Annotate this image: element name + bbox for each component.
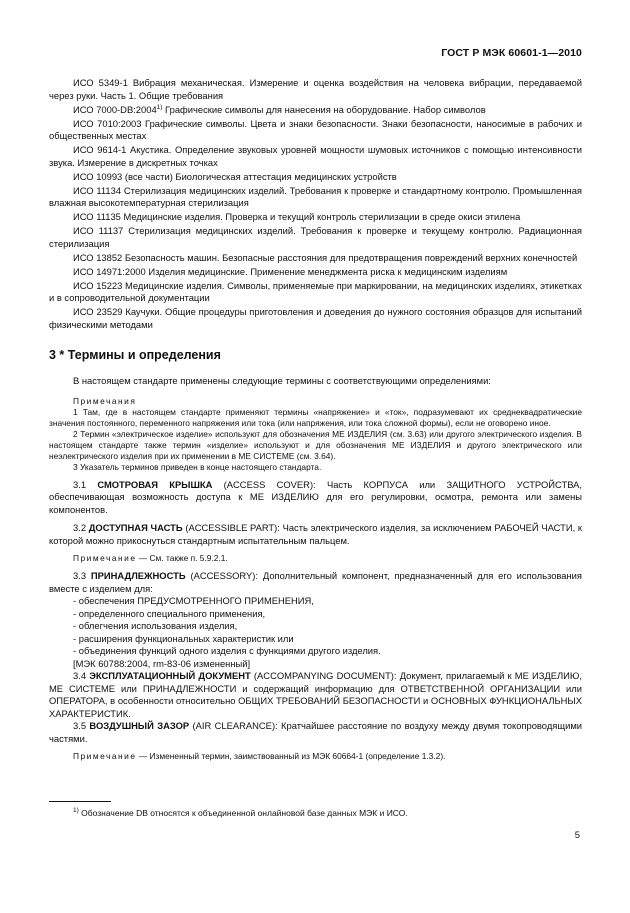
note-item: 1 Там, где в настоящем стандарте применяют термины «напряжение» и «ток», подразумевают их среднеквадратические значения постоянного, переменного напряжения или тока (или напряжения, или тока сложной формы), если не оговорено иное. — [49, 406, 582, 428]
note-item: 3 Указатель терминов приведен в конце настоящего стандарта. — [73, 461, 322, 472]
reference-item: ИСО 9614-1 Акустика. Определение звуковых уровней мощности шумовых источников с помощью интенсивности звука. Измерение в дискретных точках — [49, 144, 582, 168]
list-item: - расширения функциональных характеристик или — [73, 632, 294, 644]
term-3-3: 3.3 ПРИНАДЛЕЖНОСТЬ (ACCESSORY): Дополнительный компонент, предназначенный для его использования вместе с изделием для: — [49, 570, 582, 594]
reference-item: ИСО 10993 (все части) Биологическая аттестация медицинских устройств — [73, 170, 397, 182]
term-3-4: 3.4 ЭКСПЛУАТАЦИОННЫЙ ДОКУМЕНТ (ACCOMPANYING DOCUMENT): Документ, прилагаемый к МЕ ИЗДЕЛИЮ, МЕ СИСТЕМЕ или ПРИНАДЛЕЖНОСТИ и содержащий информацию для ОТВЕТСТВЕННОЙ ОРГАНИЗАЦИИ или ОПЕРАТОРА, в особенности относительно ОБЩИХ ТРЕБОВАНИЙ БЕЗОПАСНОСТИ и ОСНОВНЫХ ФУНКЦИОНАЛЬНЫХ ХАРАКТЕРИСТИК. — [49, 670, 582, 719]
list-item: - облегчения использования изделия, — [73, 620, 238, 631]
page-number: 5 — [574, 830, 580, 841]
notes-heading: Примечания — [73, 395, 137, 406]
reference-item: ИСО 11134 Стерилизация медицинских изделий. Требования к проверке и стандартному контролю. Промышленная влажная высокотемпературная стерилизация — [49, 184, 582, 208]
reference-item: ИСО 13852 Безопасность машин. Безопасные расстояния для предотвращения повреждений верхних конечностей — [73, 251, 578, 263]
term-3-2: 3.2 ДОСТУПНАЯ ЧАСТЬ (ACCESSIBLE PART): Часть электрического изделия, за исключением РАБОЧЕЙ ЧАСТИ, к которой можно прикоснуться стандартным испытательным пальцем. — [49, 522, 582, 546]
notes-block — [49, 396, 582, 473]
reference-item: ИСО 5349-1 Вибрация механическая. Измерение и оценка воздействия на человека вибрации, передаваемой через руки. Часть 1. Общие требования — [49, 77, 582, 101]
section-intro: В настоящем стандарте применены следующие термины с соответствующими определениями: — [73, 375, 491, 386]
section-title: 3 * Термины и определения — [49, 348, 221, 362]
reference-item: ИСО 7000-DB:2004$^{1)}$ Графические символы для нанесения на оборудование. Набор символов — [73, 103, 486, 115]
note-item: 2 Термин «электрическое изделие» используют для обозначения МЕ ИЗДЕЛИЯ (см. 3.63) или другого электрического изделия. В настоящем стандарте также термин «изделие» используют и для обозначения МЕ ИЗДЕЛИЯ и другого электрического или неэлектрического изделия при их применении в МЕ СИСТЕМЕ (см. 3.64). — [49, 428, 582, 461]
reference-item: ИСО 11135 Медицинские изделия. Проверка и текущий контроль стерилизации в среде окиси этилена — [73, 211, 521, 222]
reference-item: ИСО 7010:2003 Графические символы. Цвета и знаки безопасности. Знаки безопасности, наносимые в рабочих и общественных местах — [49, 117, 582, 141]
reference-item: ИСО 23529 Каучуки. Общие процедуры приготовления и доведения до нужного состояния образцов для испытаний физическими методами — [49, 306, 582, 330]
footnote: $^{1)}$ Обозначение DB относятся к объединенной онлайновой базе данных МЭК и ИСО. — [73, 807, 408, 818]
term-3-2-note: Примечание — См. также п. 5.9.2.1. — [73, 553, 228, 563]
reference-item: ИСО 11137 Стерилизация медицинских изделий. Требования к проверке и текущему контролю. Радиационная стерилизация — [49, 225, 582, 249]
list-item: - объединения функций одного изделия с функциями другого изделия. — [73, 645, 381, 656]
footnote-divider — [49, 801, 111, 802]
standard-header: ГОСТ Р МЭК 60601-1—2010 — [441, 47, 582, 59]
list-item: - определенного специального применения, — [73, 607, 266, 619]
term-3-1: 3.1 СМОТРОВАЯ КРЫШКА (ACCESS COVER): Часть КОРПУСА или ЗАЩИТНОГО УСТРОЙСТВА, обеспечивающая возможность доступа к МЕ ИЗДЕЛИЮ для его регулировки, осмотра, ремонта или замены компонентов. — [49, 478, 582, 515]
term-3-3-reference: [МЭК 60788:2004, rm-83-06 измененный] — [73, 657, 251, 669]
term-3-5-note: Примечание — Измененный термин, заимствованный из МЭК 60664-1 (определение 1.3.2). — [73, 751, 446, 761]
list-item: - обеспечения ПРЕДУСМОТРЕННОГО ПРИМЕНЕНИЯ, — [73, 595, 314, 606]
reference-item: ИСО 15223 Медицинские изделия. Символы, применяемые при маркировании, на медицинских изделиях, этикетках и в сопроводительной документации — [49, 279, 582, 303]
references-list — [49, 77, 582, 331]
reference-item: ИСО 14971:2000 Изделия медицинские. Применение менеджмента риска к медицинским изделиям — [73, 265, 508, 277]
term-3-5: 3.5 ВОЗДУШНЫЙ ЗАЗОР (AIR CLEARANCE): Кратчайшее расстояние по воздуху между двумя токопроводящими частями. — [49, 720, 582, 744]
